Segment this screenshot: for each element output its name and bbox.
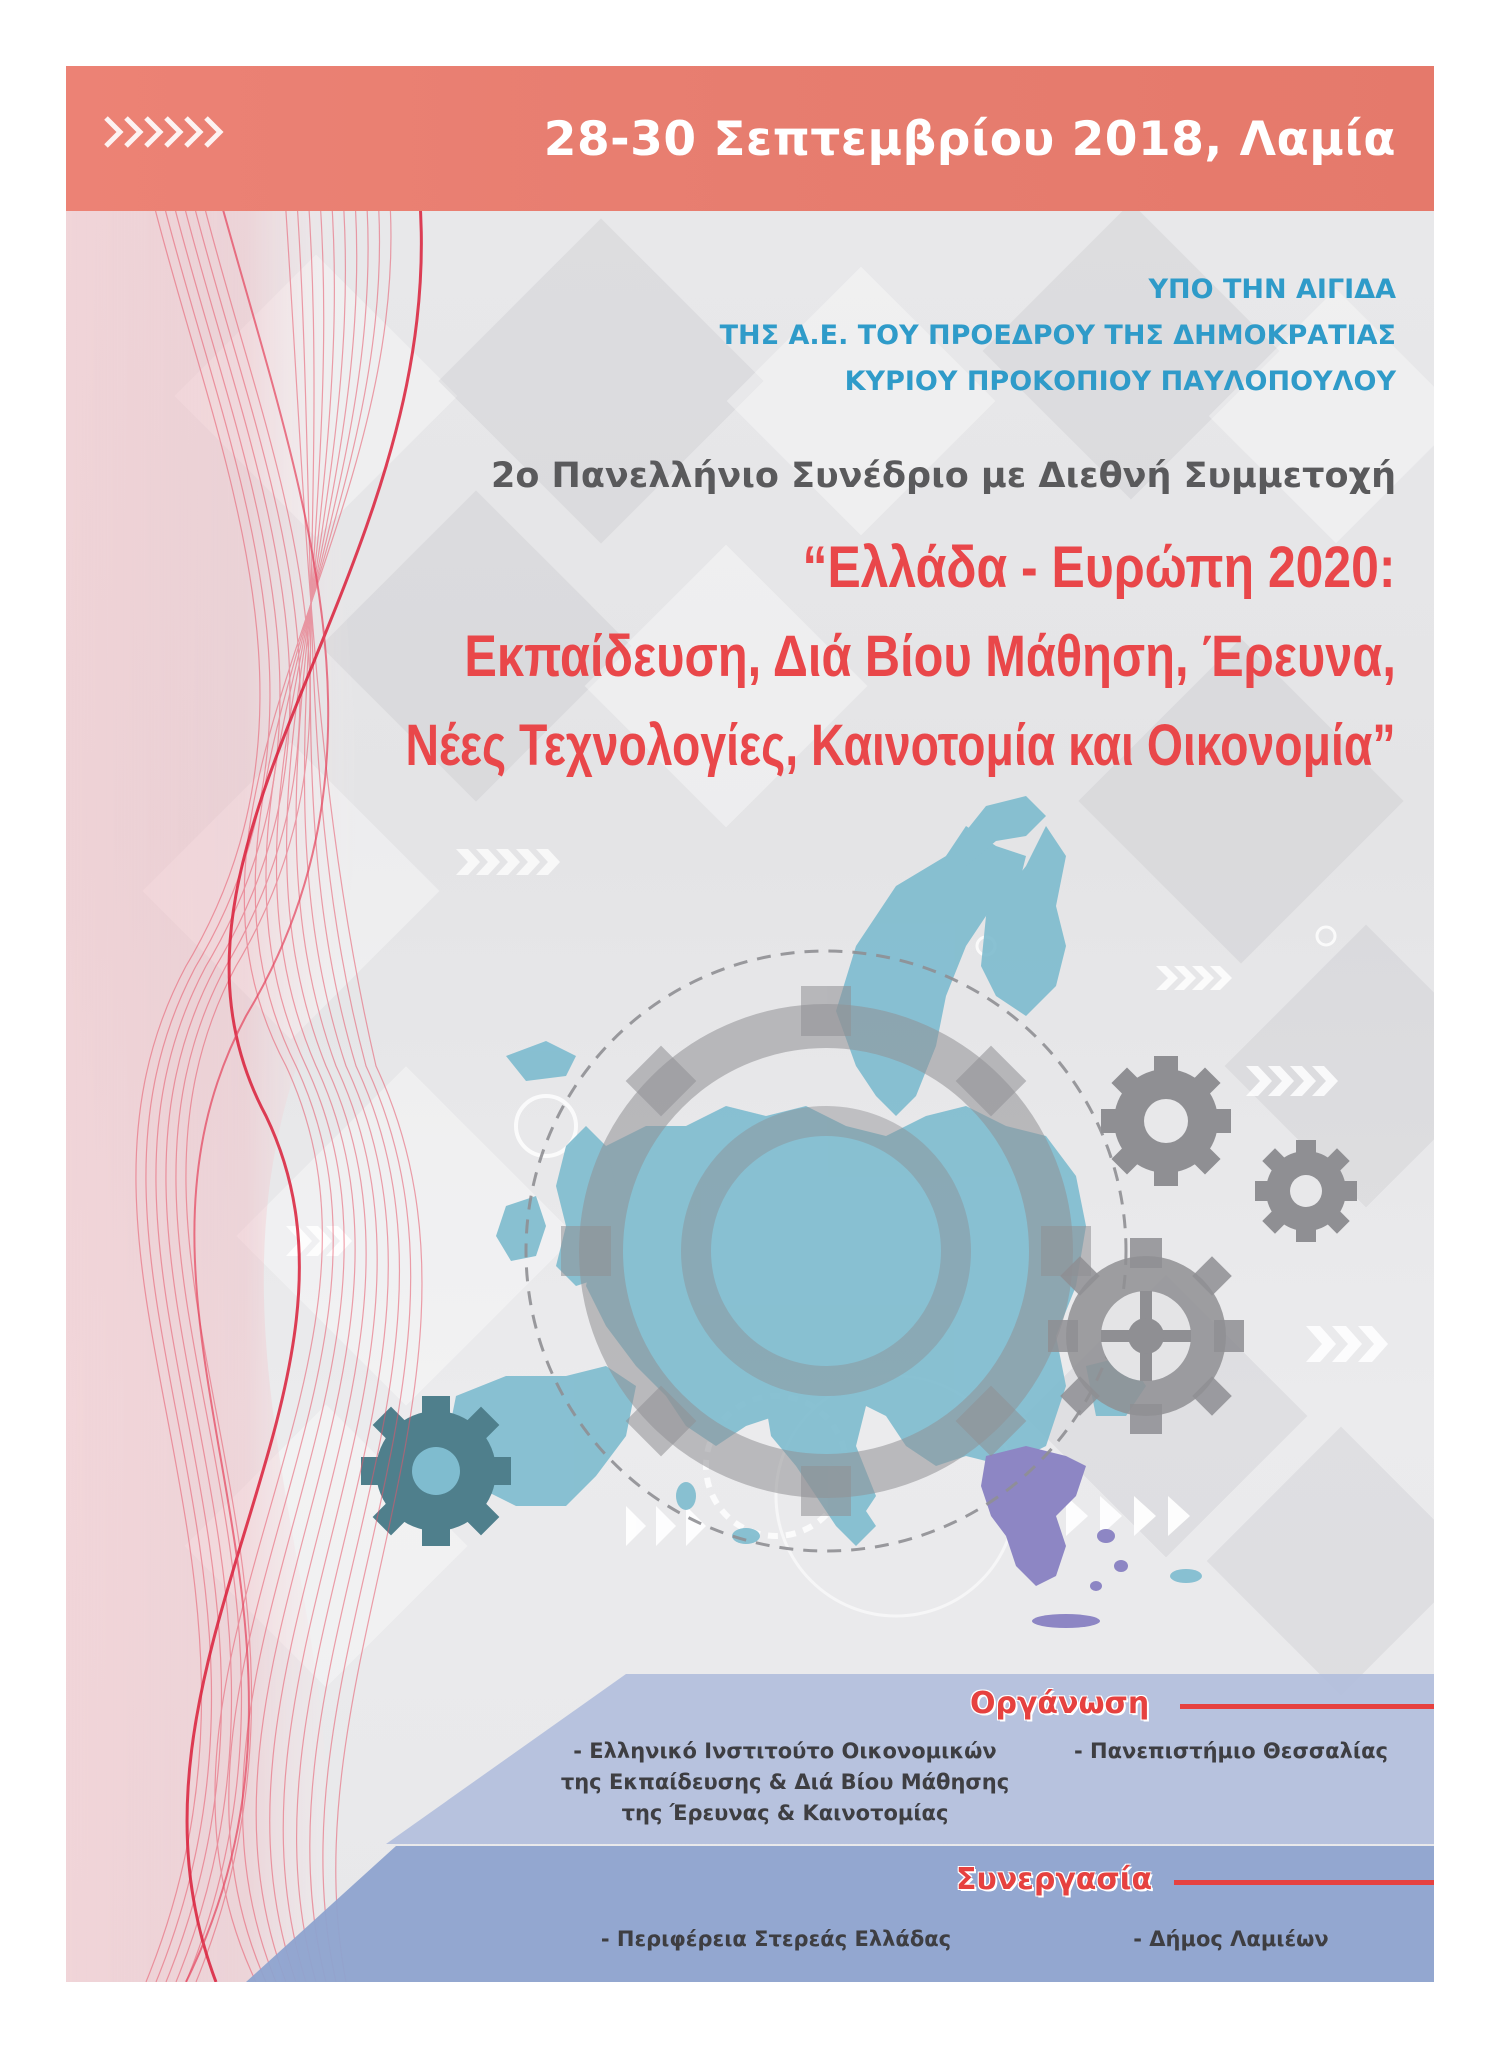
- partner-2: - Δήμος Λαμιέων: [1133, 1927, 1329, 1951]
- chevrons-right-icon: [102, 112, 232, 152]
- congress-subtitle: 2ο Πανελλήνιο Συνέδριο με Διεθνή Συμμετοχή: [490, 456, 1396, 496]
- conference-poster: [66, 66, 1434, 1982]
- date-place: 28-30 Σεπτεμβρίου 2018, Λαμία: [543, 112, 1396, 167]
- aegis-line-2: ΤΗΣ Α.Ε. ΤΟΥ ΠΡΟΕΔΡΟΥ ΤΗΣ ΔΗΜΟΚΡΑΤΙΑΣ: [719, 320, 1396, 351]
- organizer-1: [530, 1736, 1040, 1829]
- title-line-1: “Ελλάδα - Ευρώπη 2020:: [803, 535, 1396, 600]
- organization-heading-rule: [1180, 1704, 1434, 1709]
- title-line-3: Νέες Τεχνολογίες, Καινοτομία και Οικονομία”: [405, 713, 1396, 778]
- cooperation-heading: Συνεργασία: [956, 1862, 1153, 1897]
- partner-1: - Περιφέρεια Στερεάς Ελλάδας: [600, 1927, 952, 1951]
- organization-heading: Οργάνωση: [970, 1686, 1150, 1721]
- organizer-1-line-1: - Ελληνικό Ινστιτούτο Οικονομικών: [573, 1739, 997, 1763]
- organizer-1-line-2: της Εκπαίδευσης & Διά Βίου Μάθησης: [560, 1770, 1010, 1794]
- title-line-2: Εκπαίδευση, Διά Βίου Μάθηση, Έρευνα,: [464, 624, 1396, 689]
- cooperation-heading-rule: [1174, 1880, 1434, 1885]
- cooperation-band-bg: [66, 1846, 1434, 1982]
- aegis-line-3: ΚΥΡΙΟΥ ΠΡΟΚΟΠΙΟΥ ΠΑΥΛΟΠΟΥΛΟΥ: [844, 366, 1396, 397]
- organizer-1-line-3: της Έρευνας & Καινοτομίας: [621, 1801, 949, 1825]
- aegis-line-1: ΥΠΟ ΤΗΝ ΑΙΓΙΔΑ: [1148, 274, 1396, 305]
- date-banner: [66, 66, 1434, 211]
- organizer-2: - Πανεπιστήμιο Θεσσαλίας: [1074, 1739, 1388, 1763]
